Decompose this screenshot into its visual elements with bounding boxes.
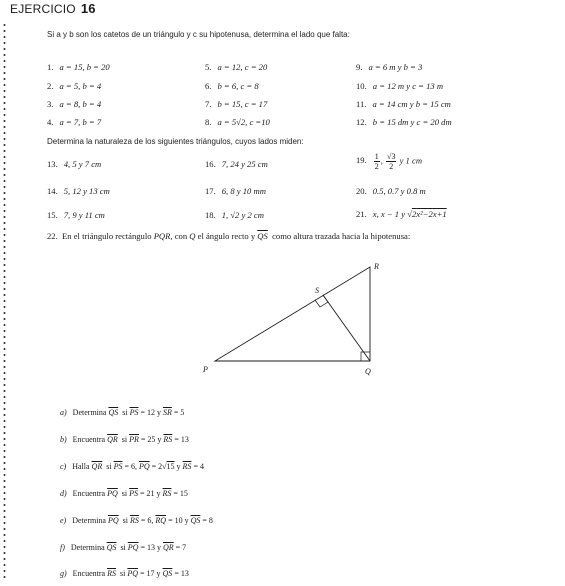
part-f: f) Determina $\overline{QS}$ si $\overline{PQ} = 13$ y $\overline{QR} = 7$ xyxy=(60,543,187,552)
problem-3: 3. a = 8, b = 4 xyxy=(47,99,102,109)
vertex-label-p: P xyxy=(203,365,208,374)
instruction-1: Si a y b son los catetos de un triángulo y c su hipotenusa, determina el lado que falta: xyxy=(47,30,350,39)
problem-9: 9. a = 6 m y b = 3 xyxy=(356,62,423,72)
problem-10: 10. a = 12 m y c = 13 m xyxy=(356,81,444,91)
problem-18: 18. 1, √2 y 2 cm xyxy=(205,210,264,220)
problem-15: 15. 7, 9 y 11 cm xyxy=(47,210,105,220)
problem-17: 17. 6, 8 y 10 mm xyxy=(205,186,266,196)
problem-13: 13. 4, 5 y 7 cm xyxy=(47,159,102,169)
problem-5: 5. a = 12, c = 20 xyxy=(205,62,268,72)
problem-2: 2. a = 5, b = 4 xyxy=(47,81,102,91)
altitude-qs xyxy=(323,295,370,361)
triangle-pqr xyxy=(215,267,370,361)
exercise-title xyxy=(10,1,96,16)
exercise-label: EJERCICIO xyxy=(10,2,76,16)
part-d: d) Encuentra $\overline{PQ}$ si $\overline{PS} = 21$ y $\overline{RS} = 15$ xyxy=(60,489,188,498)
part-a: a) Determina $\overline{QS}$ si $\overline{PS} = 12$ y $\overline{SR} = 5$ xyxy=(60,408,185,417)
instruction-2: Determina la naturaleza de los siguientes triángulos, cuyos lados miden: xyxy=(47,137,304,146)
fraction-one-half: $\frac{1}{2}$ xyxy=(374,152,379,171)
binding-dots xyxy=(3,22,6,582)
problem-19: 19. $\frac{1}{2}$ , $\frac{√3}{2}$ y 1 cm xyxy=(356,152,423,171)
part-g: g) Encuentra $\overline{RS}$ si $\overline{PQ} = 17$ y $\overline{QS} = 13$ xyxy=(60,569,189,578)
problem-16: 16. 7, 24 y 25 cm xyxy=(205,159,268,169)
problem-21: 21. x, x − 1 y √2x²−2x+1 xyxy=(356,209,447,219)
exercise-number: 16 xyxy=(80,1,96,16)
problem-11: 11. a = 14 cm y b = 15 cm xyxy=(356,99,451,109)
vertex-label-s: S xyxy=(315,286,319,295)
problem-1: 1. a = 15, b = 20 xyxy=(47,62,110,72)
problem-7: 7. b = 15, c = 17 xyxy=(205,99,268,109)
part-c: c) Halla $\overline{QR}$ si $\overline{PS} = 6$, $\overline{PQ} = 2√15$ y $\overline{RS} = 4$ xyxy=(60,462,204,471)
vertex-label-r: R xyxy=(374,262,379,271)
fraction-sqrt3-half: $\frac{√3}{2}$ xyxy=(387,152,396,171)
problem-12: 12. b = 15 dm y c = 20 dm xyxy=(356,117,452,127)
part-e: e) Determina $\overline{PQ}$ si $\overline{RS} = 6$, $\overline{RQ} = 10$ y $\overline{QS} = 8$ xyxy=(60,516,213,525)
vertex-label-q: Q xyxy=(365,367,371,376)
problem-22: 22. En el triángulo rectángulo PQR, con Q el ángulo recto y $\overline{QS}$ como altura trazada hacia la hipotenusa: xyxy=(47,231,411,241)
problem-8: 8. a = 5√2, c =10 xyxy=(205,117,270,127)
problem-20: 20. 0.5, 0.7 y 0.8 m xyxy=(356,186,426,196)
part-b: b) Encuentra $\overline{QR}$ si $\overline{PR} = 25$ y $\overline{RS} = 13$ xyxy=(60,435,189,444)
problem-6: 6. b = 6, c = 8 xyxy=(205,81,259,91)
problem-14: 14. 5, 12 y 13 cm xyxy=(47,186,110,196)
triangle-figure xyxy=(195,255,385,385)
problem-4: 4. a = 7, b = 7 xyxy=(47,117,102,127)
